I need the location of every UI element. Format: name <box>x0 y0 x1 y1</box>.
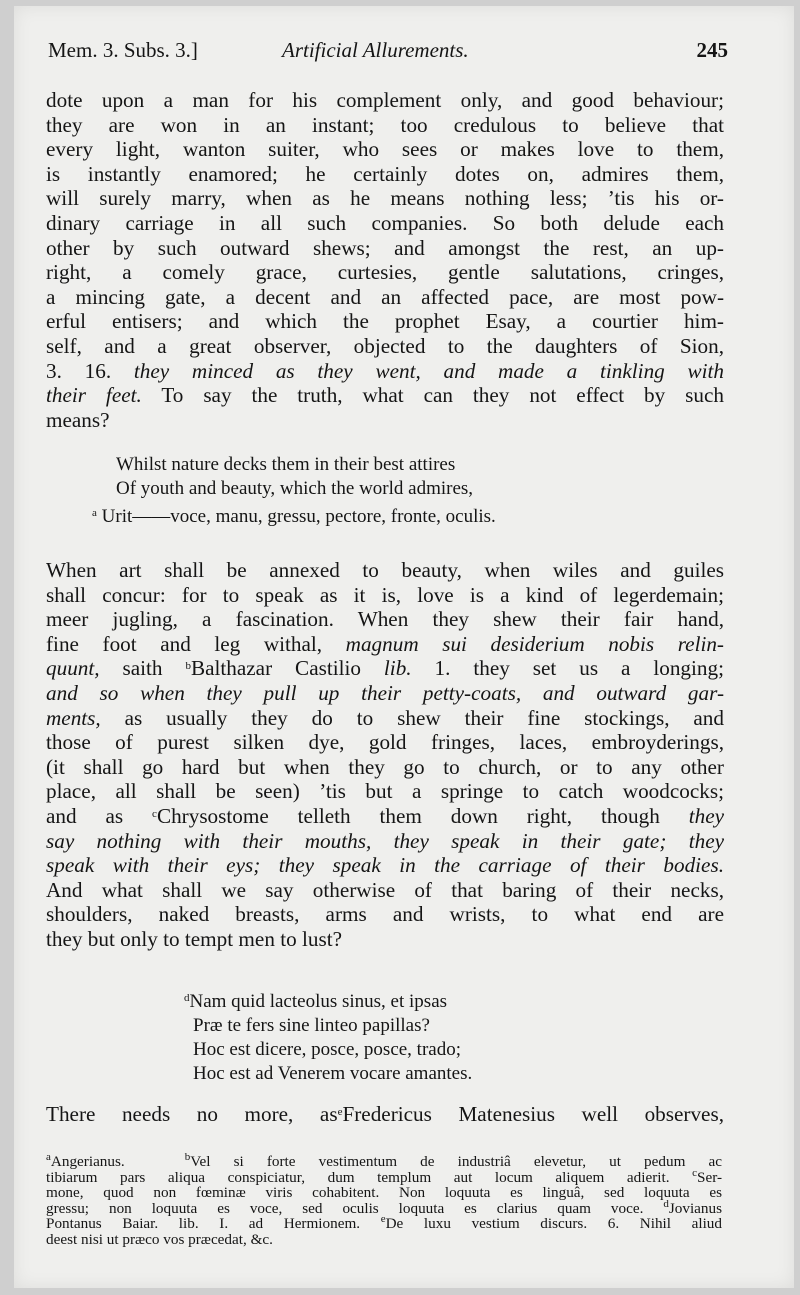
text-line: When art shall be annexed to beauty, when wiles and guiles <box>46 558 724 582</box>
paragraph-3 <box>46 1102 724 1127</box>
footnote-line: Pontanus Baiar. lib. I. ad Hermionem. $^e$De luxu vestium discurs. 6. Nihil aliud <box>46 1213 722 1233</box>
text-line: (it shall go hard but when they go to church, or to any other <box>46 754 724 779</box>
page-number: 245 <box>696 38 728 62</box>
footnote-line: gressu; non loquuta es voce, sed oculis loquuta es clarius quam voce. $^d$Jovianus <box>46 1197 722 1217</box>
footnote-marker: a <box>92 507 97 519</box>
text-line: and as $^c$Chrysostome telleth them down right, though they <box>46 803 725 828</box>
text-line: place, all shall be seen) ’tis but a springe to catch woodcocks; <box>46 779 724 804</box>
verse-2 <box>184 990 472 1086</box>
verse-line: Whilst nature decks them in their best attires <box>116 454 456 475</box>
text-line: 3. 16. they minced as they went, and made a tinkling with <box>46 358 724 383</box>
footnote-marker: d <box>184 992 190 1004</box>
text-line: means? <box>46 407 110 432</box>
text-line: a mincing gate, a decent and an affected pace, are most pow- <box>46 284 724 309</box>
footnotes <box>46 1151 723 1248</box>
running-header <box>48 38 728 68</box>
text-line: speak with their eys; they speak in the carriage of their bodies. <box>46 853 724 878</box>
verse-line: $^a$ Urit——voce, manu, gressu, pectore, fronte, oculis. <box>92 506 496 527</box>
text-line: their feet. To say the truth, what can they not effect by such <box>46 383 724 408</box>
footnote-marker: b <box>185 660 191 673</box>
text-line: dote upon a man for his complement only, and good behaviour; <box>46 88 724 112</box>
verse-line: Of youth and beauty, which the world admires, <box>116 478 474 499</box>
italic-quote: they minced as they went, and made a tinkling with <box>133 358 724 383</box>
text-line: erful entisers; and which the prophet Esay, a courtier him- <box>46 309 724 334</box>
text-line: right, a comely grace, curtesies, gentle salutations, cringes, <box>46 260 724 285</box>
text-line: shoulders, naked breasts, arms and wrists, to what end are <box>46 902 724 927</box>
text-line: say nothing with their mouths, they speak in their gate; they <box>46 828 724 853</box>
text-line: There needs no more, $as^eFredericus$ Matenesius well observes, <box>46 1102 725 1126</box>
verse-1 <box>92 453 496 529</box>
text-line: And what shall we say otherwise of that baring of their necks, <box>46 877 724 902</box>
italic-quote: their feet. <box>46 383 142 408</box>
verse-line: Hoc est ad Venerem vocare amantes. <box>193 1063 473 1084</box>
text-line: ments, as usually they do to shew their fine stockings, and <box>46 705 724 730</box>
text-line: those of purest silken dye, gold fringes, laces, embroyderings, <box>46 730 724 755</box>
text-line: is instantly enamored; he certainly dotes on, admires them, <box>46 161 724 186</box>
text-line: they but only to tempt men to lust? <box>46 926 343 951</box>
paragraph-2 <box>46 558 724 952</box>
text-line: fine foot and leg withal, magnum sui desiderium nobis relin- <box>46 631 724 656</box>
text-line: other by such outward shews; and amongst the rest, an up- <box>46 235 724 260</box>
verse-line: Præ te fers sine linteo papillas? <box>193 1015 430 1036</box>
text-line: shall concur: for to speak as it is, love is a kind of legerdemain; <box>46 582 724 607</box>
text-line: and so when they pull up their petty-coats, and outward gar- <box>46 680 724 705</box>
text-line: quunt, saith $^b$Balthazar Castilio lib. 1. they set us a longing; <box>46 656 724 681</box>
footnote-line: mone, quod non fœminæ viris cohabitent. Non loquuta es linguâ, sed loquuta es <box>46 1184 722 1202</box>
text-line: meer jugling, a fascination. When they shew their fair hand, <box>46 607 724 632</box>
section-reference: Mem. 3. Subs. 3.] <box>48 38 198 62</box>
text-line: they are won in an instant; too credulous to believe that <box>46 112 724 137</box>
book-page <box>14 6 794 1288</box>
paragraph-1 <box>46 88 724 432</box>
text-line: every light, wanton suiter, who sees or makes love to them, <box>46 137 724 162</box>
footnote-line: deest nisi ut præco vos præcedat, &c. <box>46 1230 273 1248</box>
verse-line: Hoc est dicere, posce, posce, trado; <box>193 1039 462 1060</box>
text-line: will surely marry, when as he means nothing less; ’tis his or- <box>46 186 724 211</box>
text-line: self, and a great observer, objected to the daughters of Sion, <box>46 333 724 358</box>
text-line: dinary carriage in all such companies. So both delude each <box>46 210 724 235</box>
footnote-line: $^a$Angerianus. $^b$Vel si forte vestimentum de industriâ elevetur, ut pedum ac <box>46 1151 722 1170</box>
footnote-marker: e <box>337 1106 343 1118</box>
verse-line: $^d$Nam quid lacteolus sinus, et ipsas <box>184 991 448 1012</box>
footnote-marker: c <box>152 807 157 820</box>
running-title: Artificial Allurements. <box>282 38 469 62</box>
footnote-line: tibiarum pars aliqua conspiciatur, dum templum aut locum aliquem adierit. $^c$Ser- <box>46 1166 723 1186</box>
